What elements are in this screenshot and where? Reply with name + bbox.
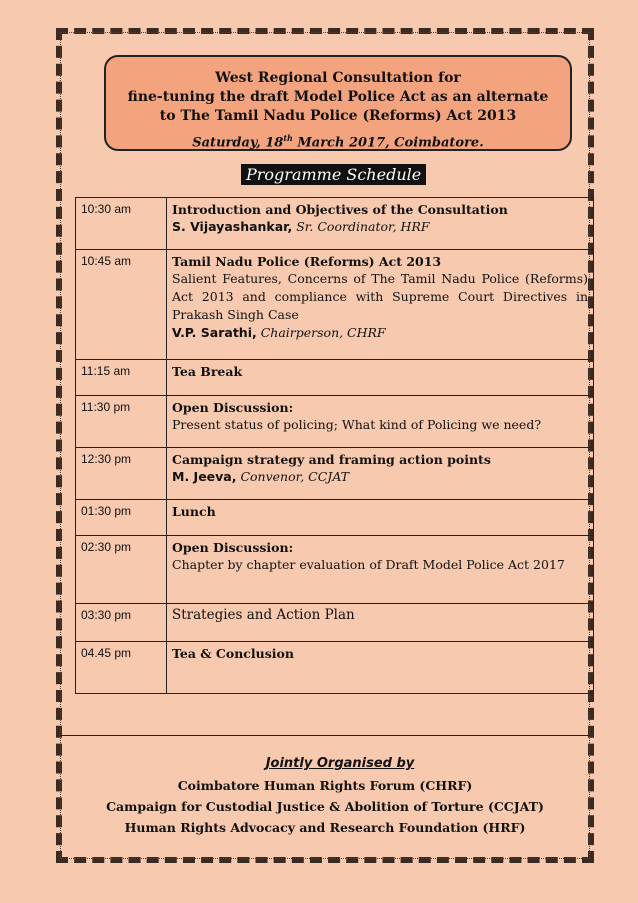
- schedule-row: [76, 536, 594, 604]
- session-title: Strategies and Action Plan: [172, 607, 355, 623]
- organiser-3: Human Rights Advocacy and Research Foundation (HRF): [124, 820, 526, 835]
- schedule-content: [167, 448, 594, 500]
- schedule-content: [167, 396, 594, 448]
- schedule-time: 10:45 am: [76, 250, 167, 360]
- schedule-content: [167, 250, 594, 360]
- header-line-2: fine-tuning the draft Model Police Act as an alternate: [127, 89, 549, 105]
- speaker-role: Sr. Coordinator, HRF: [292, 219, 430, 234]
- schedule-content: [167, 500, 594, 536]
- session-description: Chapter by chapter evaluation of Draft Model Police Act 2017: [172, 557, 565, 572]
- organiser-1: Coimbatore Human Rights Forum (CHRF): [177, 778, 473, 793]
- session-description: Salient Features, Concerns of The Tamil Nadu Police (Reforms) Act 2013 and compliance with Supreme Court Directives in Prakash Singh Case: [172, 271, 588, 322]
- session-title: Campaign strategy and framing action points: [172, 452, 491, 467]
- schedule-table: [75, 197, 594, 694]
- speaker-name: S. Vijayashankar,: [172, 219, 293, 234]
- schedule-content: [167, 360, 594, 396]
- event-date: [106, 129, 570, 152]
- session-title: Introduction and Objectives of the Consultation: [172, 202, 508, 217]
- session-title: Tamil Nadu Police (Reforms) Act 2013: [172, 254, 442, 269]
- schedule-time: 04.45 pm: [76, 642, 167, 694]
- session-title: Tea & Conclusion: [172, 646, 294, 661]
- session-title: Open Discussion:: [172, 400, 294, 415]
- session-title: Open Discussion:: [172, 540, 294, 555]
- session-speaker: [172, 218, 588, 236]
- schedule-row: [76, 500, 594, 536]
- date-sup: th: [283, 133, 293, 143]
- speaker-name: M. Jeeva,: [172, 469, 237, 484]
- schedule-content: [167, 198, 594, 250]
- session-title: Lunch: [172, 504, 216, 519]
- footer: [60, 756, 590, 838]
- header-box: [104, 55, 572, 151]
- schedule-row: [76, 198, 594, 250]
- schedule-row: [76, 642, 594, 694]
- speaker-role: Chairperson, CHRF: [256, 325, 386, 340]
- schedule-content: [167, 642, 594, 694]
- session-speaker: [172, 324, 588, 342]
- schedule-row: [76, 250, 594, 360]
- header-line-3: to The Tamil Nadu Police (Reforms) Act 2013: [159, 108, 517, 124]
- schedule-row: [76, 396, 594, 448]
- jointly-organised-label: Jointly Organised by: [265, 756, 415, 771]
- schedule-row: [76, 360, 594, 396]
- separator-line: [60, 735, 590, 736]
- schedule-content: [167, 536, 594, 604]
- schedule-time: 12:30 pm: [76, 448, 167, 500]
- schedule-title: Programme Schedule: [241, 164, 426, 185]
- date-suffix: March 2017, Coimbatore.: [292, 135, 484, 151]
- speaker-role: Convenor, CCJAT: [236, 469, 350, 484]
- organiser-2: Campaign for Custodial Justice & Abolition of Torture (CCJAT): [106, 799, 544, 814]
- schedule-time: 01:30 pm: [76, 500, 167, 536]
- schedule-time: 11:15 am: [76, 360, 167, 396]
- session-description: Present status of policing; What kind of Policing we need?: [172, 417, 542, 432]
- schedule-row: [76, 448, 594, 500]
- session-title: Tea Break: [172, 364, 243, 379]
- schedule-time: 10:30 am: [76, 198, 167, 250]
- schedule-time: 11:30 pm: [76, 396, 167, 448]
- schedule-time: 03:30 pm: [76, 604, 167, 642]
- session-speaker: [172, 468, 588, 486]
- speaker-name: V.P. Sarathi,: [172, 325, 257, 340]
- schedule-row: [76, 604, 594, 642]
- schedule-time: 02:30 pm: [76, 536, 167, 604]
- header-line-1: West Regional Consultation for: [215, 70, 461, 86]
- schedule-content: [167, 604, 594, 642]
- date-prefix: Saturday, 18: [192, 135, 284, 151]
